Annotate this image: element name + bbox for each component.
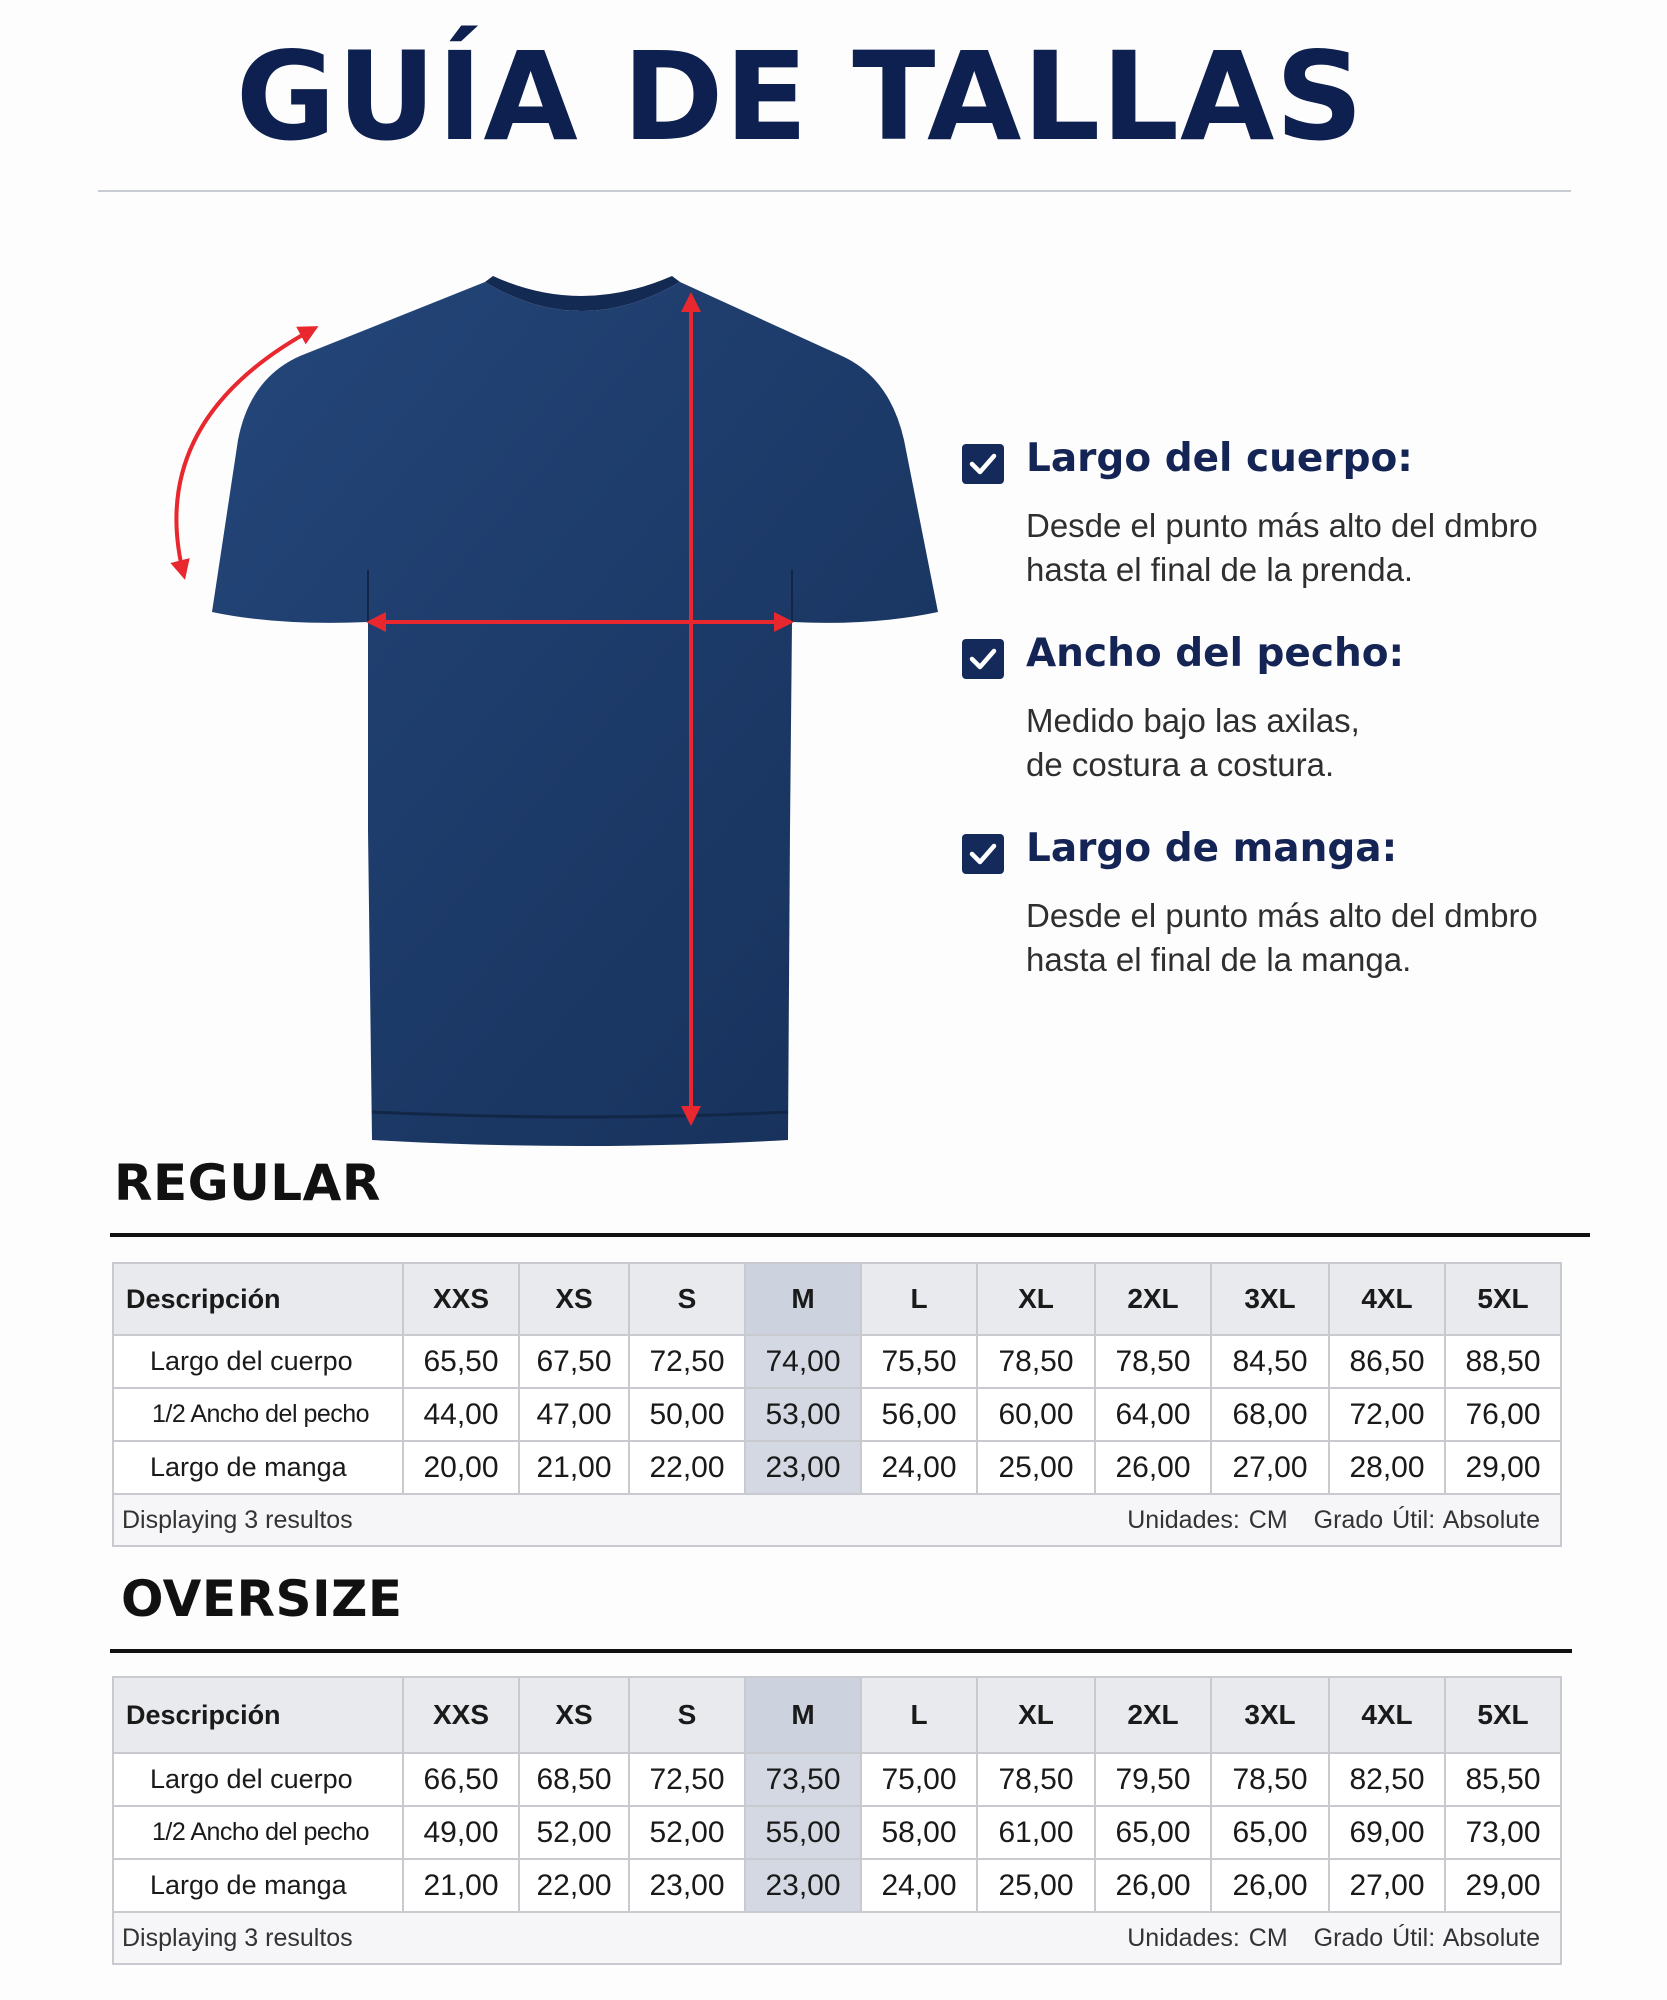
- table-cell: 26,00: [1095, 1859, 1211, 1912]
- table-header-row: [113, 1677, 1561, 1753]
- table-cell: 78,50: [977, 1335, 1095, 1388]
- column-header: 3XL: [1211, 1263, 1329, 1335]
- table-cell: 72,50: [629, 1753, 745, 1806]
- title-divider: [98, 190, 1571, 192]
- table-cell: 22,00: [519, 1859, 629, 1912]
- table-cell: 66,50: [403, 1753, 519, 1806]
- checkbox-icon: [962, 834, 1004, 874]
- table-cell: 22,00: [629, 1441, 745, 1494]
- results-count: Displaying 3 resultos: [122, 1505, 353, 1534]
- column-header: 4XL: [1329, 1263, 1445, 1335]
- table-row: [113, 1753, 1561, 1806]
- table-cell: 29,00: [1445, 1859, 1561, 1912]
- table-cell: 24,00: [861, 1859, 977, 1912]
- table-footer: [113, 1912, 1561, 1964]
- table-cell: 21,00: [519, 1441, 629, 1494]
- column-header: XS: [519, 1263, 629, 1335]
- column-header: XXS: [403, 1263, 519, 1335]
- column-header: 5XL: [1445, 1677, 1561, 1753]
- row-label: Largo del cuerpo: [113, 1753, 403, 1806]
- table-cell: 28,00: [1329, 1441, 1445, 1494]
- table-cell: 56,00: [861, 1388, 977, 1441]
- table-cell: 72,00: [1329, 1388, 1445, 1441]
- measure-label: Largo de manga:: [1026, 826, 1398, 871]
- table-cell: 58,00: [861, 1806, 977, 1859]
- measure-description: Desde el punto más alto del dmbro hasta el final de la prenda.: [1026, 507, 1538, 588]
- table-cell: 84,50: [1211, 1335, 1329, 1388]
- table-cell: 68,00: [1211, 1388, 1329, 1441]
- column-header: 5XL: [1445, 1263, 1561, 1335]
- table-cell: 74,00: [745, 1335, 861, 1388]
- table-cell: 49,00: [403, 1806, 519, 1859]
- table-footer: [113, 1494, 1561, 1546]
- section-title-regular: REGULAR: [114, 1154, 381, 1212]
- table-cell: 24,00: [861, 1441, 977, 1494]
- table-row: [113, 1806, 1561, 1859]
- column-header: 4XL: [1329, 1677, 1445, 1753]
- column-header: XL: [977, 1263, 1095, 1335]
- measure-label: Largo del cuerpo:: [1026, 436, 1413, 481]
- table-cell: 65,50: [403, 1335, 519, 1388]
- column-header: M: [745, 1263, 861, 1335]
- table-cell: 64,00: [1095, 1388, 1211, 1441]
- table-cell: 85,50: [1445, 1753, 1561, 1806]
- table-cell: 21,00: [403, 1859, 519, 1912]
- size-table-oversize: [112, 1676, 1562, 1965]
- table-cell: 73,50: [745, 1753, 861, 1806]
- section-divider: [110, 1233, 1590, 1237]
- table-cell: 53,00: [745, 1388, 861, 1441]
- table-cell: 52,00: [629, 1806, 745, 1859]
- column-header: L: [861, 1263, 977, 1335]
- table-cell: 25,00: [977, 1441, 1095, 1494]
- measure-description: Desde el punto más alto del dmbro hasta el final de la manga.: [1026, 897, 1538, 978]
- table-cell: 69,00: [1329, 1806, 1445, 1859]
- table-cell: 26,00: [1211, 1859, 1329, 1912]
- table-row: [113, 1388, 1561, 1441]
- row-label: Largo de manga: [113, 1859, 403, 1912]
- table-cell: 78,50: [977, 1753, 1095, 1806]
- grade-label: Grado Útil: Absolute: [1313, 1923, 1540, 1952]
- section-divider: [110, 1649, 1572, 1653]
- table-cell: 68,50: [519, 1753, 629, 1806]
- table-cell: 88,50: [1445, 1335, 1561, 1388]
- column-header: M: [745, 1677, 861, 1753]
- page-title: GUÍA DE TALLAS: [235, 26, 1365, 168]
- column-header: S: [629, 1677, 745, 1753]
- grade-label: Grado Útil: Absolute: [1313, 1505, 1540, 1534]
- table-cell: 61,00: [977, 1806, 1095, 1859]
- table-cell: 47,00: [519, 1388, 629, 1441]
- table-cell: 82,50: [1329, 1753, 1445, 1806]
- table-cell: 29,00: [1445, 1441, 1561, 1494]
- column-header: Descripción: [113, 1263, 403, 1335]
- column-header: XL: [977, 1677, 1095, 1753]
- results-count: Displaying 3 resultos: [122, 1923, 353, 1952]
- table-cell: 23,00: [745, 1859, 861, 1912]
- table-cell: 76,00: [1445, 1388, 1561, 1441]
- column-header: 2XL: [1095, 1677, 1211, 1753]
- table-cell: 27,00: [1329, 1859, 1445, 1912]
- table-cell: 23,00: [629, 1859, 745, 1912]
- row-label: Largo de manga: [113, 1441, 403, 1494]
- table-cell: 65,00: [1095, 1806, 1211, 1859]
- measure-sleeve-length: [962, 826, 1602, 982]
- table-cell: 52,00: [519, 1806, 629, 1859]
- table-cell: 67,50: [519, 1335, 629, 1388]
- measure-label: Ancho del pecho:: [1026, 631, 1405, 676]
- table-row: [113, 1859, 1561, 1912]
- table-header-row: [113, 1263, 1561, 1335]
- table-cell: 25,00: [977, 1859, 1095, 1912]
- table-row: [113, 1441, 1561, 1494]
- measure-chest-width: [962, 631, 1602, 787]
- checkbox-icon: [962, 639, 1004, 679]
- column-header: S: [629, 1263, 745, 1335]
- table-cell: 20,00: [403, 1441, 519, 1494]
- column-header: XS: [519, 1677, 629, 1753]
- units-label: Unidades: CM: [1127, 1923, 1288, 1952]
- column-header: 2XL: [1095, 1263, 1211, 1335]
- table-cell: 65,00: [1211, 1806, 1329, 1859]
- row-label: 1/2 Ancho del pecho: [113, 1388, 403, 1441]
- measure-description: Medido bajo las axilas, de costura a costura.: [1026, 702, 1360, 783]
- column-header: XXS: [403, 1677, 519, 1753]
- table-cell: 44,00: [403, 1388, 519, 1441]
- table-cell: 50,00: [629, 1388, 745, 1441]
- tshirt-body: [212, 282, 938, 1146]
- table-cell: 78,50: [1095, 1335, 1211, 1388]
- column-header: L: [861, 1677, 977, 1753]
- table-cell: 75,50: [861, 1335, 977, 1388]
- size-table-regular: [112, 1262, 1562, 1547]
- column-header: Descripción: [113, 1677, 403, 1753]
- measure-body-length: [962, 436, 1602, 592]
- row-label: Largo del cuerpo: [113, 1335, 403, 1388]
- table-cell: 55,00: [745, 1806, 861, 1859]
- checkbox-icon: [962, 444, 1004, 484]
- table-cell: 78,50: [1211, 1753, 1329, 1806]
- table-cell: 79,50: [1095, 1753, 1211, 1806]
- row-label: 1/2 Ancho del pecho: [113, 1806, 403, 1859]
- table-cell: 26,00: [1095, 1441, 1211, 1494]
- table-cell: 73,00: [1445, 1806, 1561, 1859]
- tshirt-illustration: [160, 270, 960, 1150]
- column-header: 3XL: [1211, 1677, 1329, 1753]
- table-cell: 75,00: [861, 1753, 977, 1806]
- table-cell: 27,00: [1211, 1441, 1329, 1494]
- table-cell: 23,00: [745, 1441, 861, 1494]
- table-cell: 60,00: [977, 1388, 1095, 1441]
- table-cell: 72,50: [629, 1335, 745, 1388]
- table-cell: 86,50: [1329, 1335, 1445, 1388]
- section-title-oversize: OVERSIZE: [121, 1570, 403, 1628]
- table-row: [113, 1335, 1561, 1388]
- units-label: Unidades: CM: [1127, 1505, 1288, 1534]
